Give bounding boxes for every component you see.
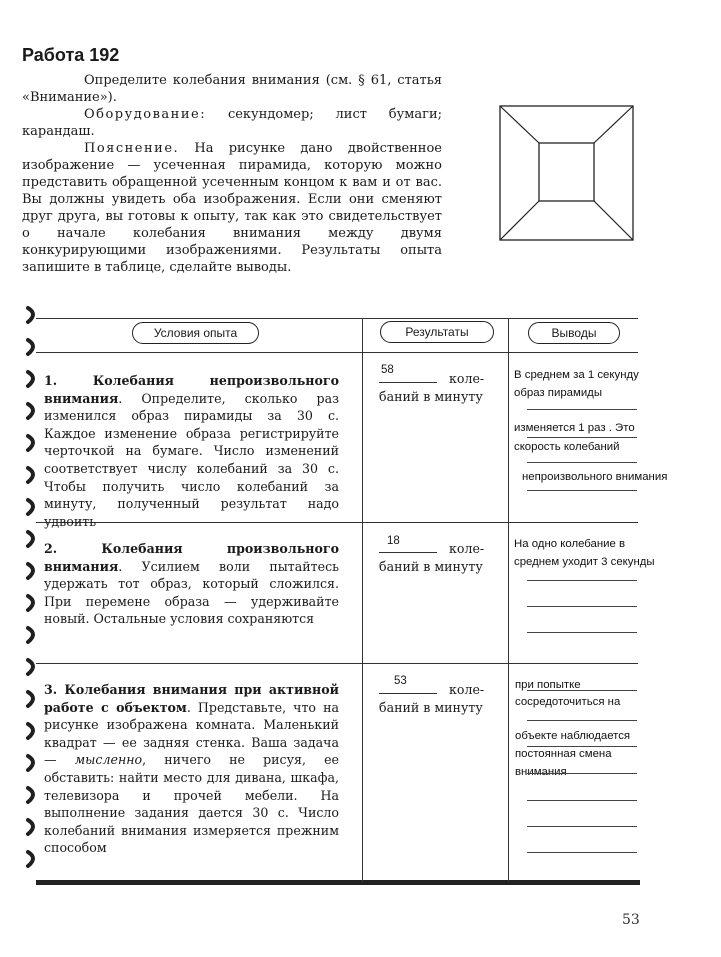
column-divider-2 (508, 318, 509, 882)
answer-line (527, 690, 637, 691)
table-bottom-border (36, 880, 640, 885)
result-3-suffix: коле- (449, 682, 485, 697)
result-3-unit: баний в минуту (379, 700, 483, 715)
result-2-value: 18 (387, 535, 400, 547)
result-3-blank (379, 681, 437, 694)
result-2-suffix: коле- (449, 541, 485, 556)
answer-line (527, 720, 637, 721)
condition-3-text-a: . Представьте, что на рисунке изображена комната. Маленький квадрат — ее задняя стенка. Ваша задача — (44, 699, 339, 768)
answer-line (527, 773, 637, 774)
intro-text (22, 72, 442, 276)
conclusion-2-line-2: среднем уходит 3 секунды (514, 556, 655, 568)
condition-3-title: 3. Колебания внимания при активной работе с объектом (44, 682, 339, 715)
intro-equipment (22, 106, 442, 140)
conclusion-1-line-2: образ пирамиды (514, 387, 603, 399)
condition-3-text-b: , ничего не рисуя, ее обставить: найти место для дивана, шкафа, телевизора и прочей мебели. На выполнение задания дается 30 с. Число колебаний внимания измеряется прежним способом (44, 752, 339, 856)
table-top-border (36, 318, 638, 319)
page-number: 53 (622, 912, 640, 928)
condition-3 (44, 681, 339, 857)
answer-line (527, 852, 637, 853)
condition-1 (44, 372, 339, 530)
result-1-suffix: коле- (449, 371, 485, 386)
result-1 (379, 370, 489, 406)
answer-line (527, 437, 637, 438)
answer-line (527, 462, 637, 463)
answer-line (527, 606, 637, 607)
equipment-label: Оборудование: (84, 107, 207, 122)
result-3-value: 53 (394, 675, 407, 687)
conclusion-3-line-1: при попытке (515, 679, 581, 691)
condition-2-title: 2. Колебания произвольного внимания (44, 541, 339, 574)
answer-line (527, 409, 637, 410)
row-divider-2 (36, 663, 638, 664)
conclusion-3-line-3: объекте наблюдается (515, 730, 631, 742)
condition-2-text: . Усилием воли пытайтесь удержать тот образ, который сложился. При перемене образа — удерживайте новый. Остальные условия сохраняются (44, 558, 339, 627)
table-header-border (36, 352, 638, 353)
column-divider-1 (362, 318, 363, 882)
condition-2 (44, 540, 339, 628)
header-conditions: Условия опыта (132, 322, 259, 344)
answer-line (527, 632, 637, 633)
conclusion-1-line-1: В среднем за 1 секунду (514, 369, 639, 381)
header-results: Результаты (380, 321, 494, 343)
answer-line (527, 800, 637, 801)
conclusion-3-line-4: постоянная смена (515, 748, 612, 760)
conclusion-1-line-5: непроизвольного внимания (522, 471, 668, 483)
explanation-label: Пояснение. (84, 141, 180, 156)
result-1-unit: баний в минуту (379, 389, 483, 404)
condition-1-text: . Определите, сколько раз изменился образ пирамиды за 30 с. Каждое изменение образа регистрируйте черточкой на бумаге. Число изменений соответствует числу колебаний за 30 с. Чтобы получить число колебаний за минуту, полученный результат надо удвоить (44, 390, 339, 529)
result-2-unit: баний в минуту (379, 559, 483, 574)
condition-3-italic: мысленно (74, 752, 143, 768)
answer-line (527, 490, 637, 491)
answer-line (527, 826, 637, 827)
answer-line (527, 746, 637, 747)
conclusion-1-line-4: скорость колебаний (514, 441, 620, 453)
conclusion-1-line-3: изменяется 1 раз . Это (514, 422, 635, 434)
result-1-value: 58 (381, 364, 394, 376)
intro-explanation (22, 140, 442, 276)
truncated-pyramid-figure (499, 105, 635, 242)
conclusion-2-line-1: На одно колебание в (514, 538, 626, 550)
equipment-text: секундомер; лист бумаги; карандаш. (22, 107, 442, 139)
conclusion-3-line-2: сосредоточиться на (515, 696, 621, 708)
intro-task: Определите колебания внимания (см. § 61, статья «Внимание»). (22, 73, 442, 105)
answer-line (527, 580, 637, 581)
spiral-binding (10, 300, 44, 900)
header-conclusions: Выводы (528, 322, 620, 344)
conclusion-3-line-5: внимания (515, 766, 567, 778)
condition-1-title: 1. Колебания непроизвольного внимания (44, 373, 339, 406)
page-title: Работа 192 (22, 45, 120, 65)
explanation-text: На рисунке дано двойственное изображение — усеченная пирамида, которую можно представить обращенной усеченным концом к вам и от вас. Вы должны увидеть оба изображения. Если они сменяют друг друга, вы готовы к опыту, так как это свидетельствует о начале колебания внимания между двумя конкурирующими изображениями. Результаты опыта запишите в таблице, сделайте выводы. (22, 141, 442, 275)
